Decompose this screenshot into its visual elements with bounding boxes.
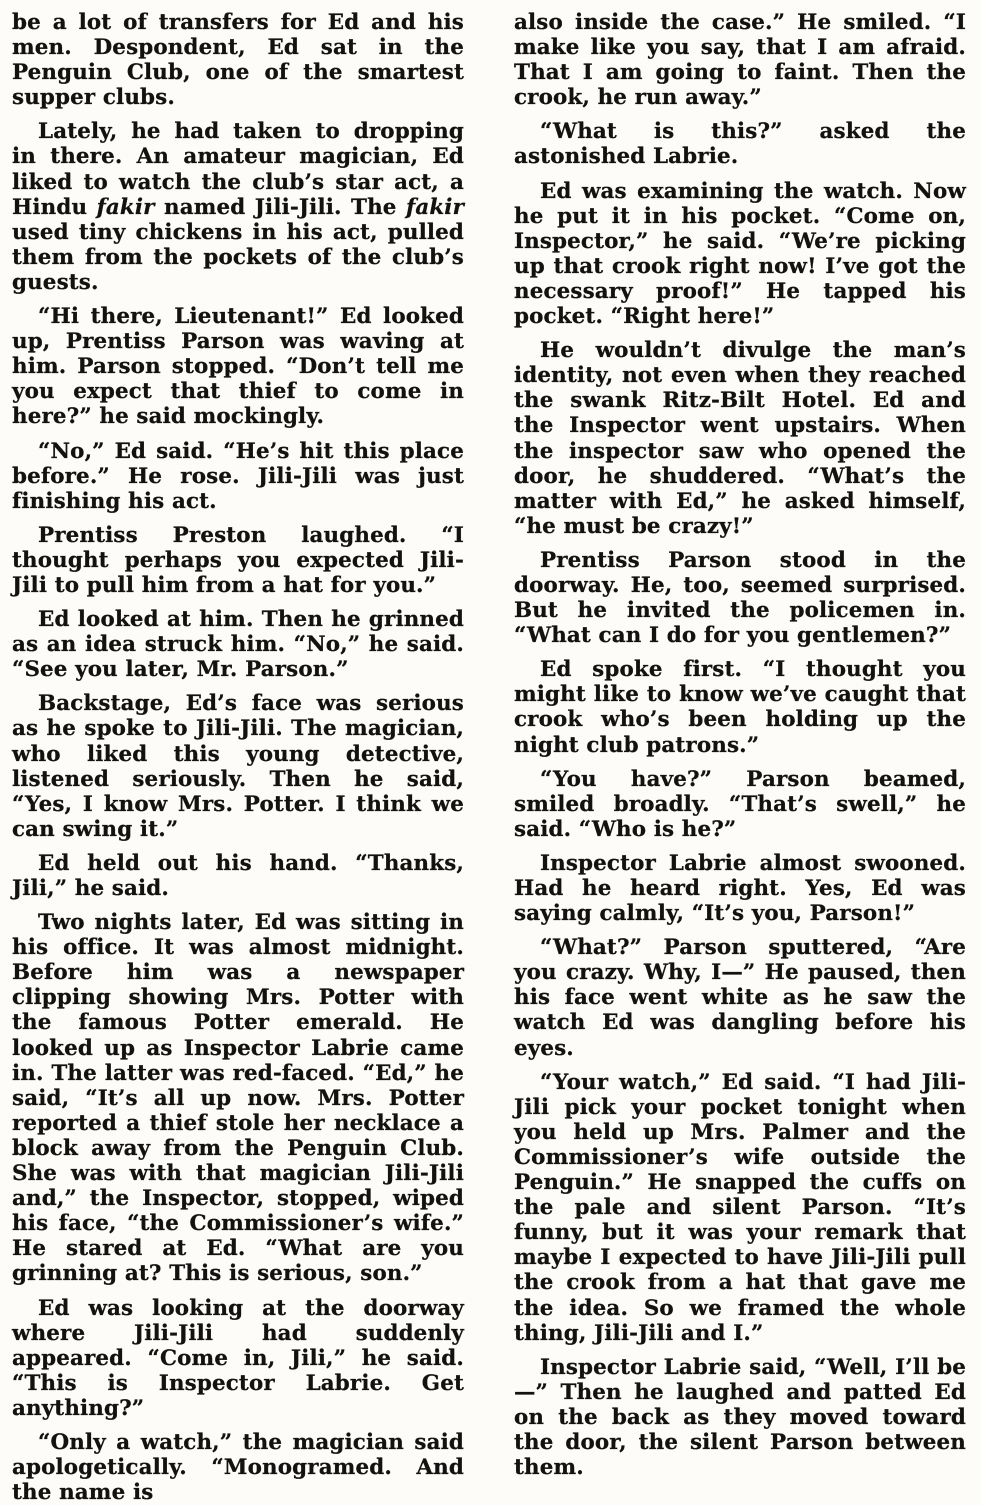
story-paragraph [514,767,966,842]
left-text-column [12,10,464,1505]
story-paragraph [12,910,464,1286]
story-paragraph [514,119,966,169]
story-paragraph [12,1296,464,1421]
story-paragraph [514,1355,966,1480]
story-paragraph [12,304,464,429]
story-paragraph [12,119,464,295]
paragraph-text: He wouldn’t divulge the man’s identity, not even when they reached the swank Ritz-Bilt Hotel. Ed and the Inspector went upstairs. When the inspector saw who opened the door, he shuddered. “What’s the matter with Ed,” he asked himself, “he must be crazy!” [514,338,966,539]
italic-term: fakir [405,194,464,220]
paragraph-text: named Jili-Jili. The [154,194,406,220]
italic-term: fakir [96,194,155,220]
paragraph-text: Ed was looking at the doorway where Jili-Jili had suddenly appeared. “Come in, Jili,” he said. “This is Inspector Labrie. Get anything?” [12,1295,464,1421]
story-paragraph [12,523,464,598]
paragraph-text: also inside the case.” He smiled. “I make like you say, that I am afraid. That I am going to faint. Then the crook, he run away.” [514,10,966,111]
story-paragraph [12,607,464,682]
paragraph-text: “No,” Ed said. “He’s hit this place before.” He rose. Jili-Jili was just finishing his act. [12,438,464,514]
paragraph-text: Backstage, Ed’s face was serious as he spoke to Jili-Jili. The magician, who liked this young detective, listened seriously. Then he said, “Yes, I know Mrs. Potter. I think we can swing it.” [12,691,464,842]
story-paragraph [514,1070,966,1346]
paragraph-text: Inspector Labrie almost swooned. Had he heard right. Yes, Ed was saying calmly, “It’s you, Parson!” [514,850,966,927]
paragraph-text: Two nights later, Ed was sitting in his office. It was almost midnight. Before him was a newspaper clipping showing Mrs. Potter with the famous Potter emerald. He looked up as Inspector Labrie came in. The latter was red-faced. “Ed,” he said, “It’s all up now. Mrs. Potter reported a thief stole her necklace a block away from the Penguin Club. She was with that magician Jili-Jili and,” the Inspector, stopped, wiped his face, “the Commissioner’s wife.” He stared at Ed. “What are you grinning at? This is serious, son.” [12,910,464,1287]
story-paragraph [514,851,966,926]
paragraph-text: “Only a watch,” the magician said apologetically. “Monogramed. And the name is [12,1429,464,1505]
paragraph-text: Ed spoke first. “I thought you might like to know we’ve caught that crook who’s been holding up the night club patrons.” [514,657,966,758]
story-paragraph [12,851,464,901]
story-paragraph [514,338,966,539]
paragraph-text: “You have?” Parson beamed, smiled broadly. “That’s swell,” he said. “Who is he?” [514,766,966,842]
right-text-column [514,10,966,1480]
story-paragraph [12,10,464,110]
story-paragraph [12,1430,464,1505]
paragraph-text: “Your watch,” Ed said. “I had Jili-Jili pick your pocket tonight when you held up Mrs. Palmer and the Commissioner’s wife outside the Penguin.” He snapped the cuffs on the pale and silent Parson. “It’s funny, but it was your remark that maybe I expected to have Jili-Jili pull the crook from a hat that gave me the idea. So we framed the whole thing, Jili-Jili and I.” [514,1069,966,1346]
paragraph-text: be a lot of transfers for Ed and his men. Despondent, Ed sat in the Penguin Club, one of the smartest supper clubs. [12,10,464,111]
story-paragraph [514,935,966,1060]
paragraph-text: Inspector Labrie said, “Well, I’ll be—” Then he laughed and patted Ed on the back as they moved toward the door, the silent Parson between them. [514,1354,966,1481]
paragraph-text: Ed was examining the watch. Now he put it in his pocket. “Come on, Inspector,” he said. “We’re picking up that crook right now! I’ve got the necessary proof!” He tapped his pocket. “Right here!” [514,178,966,330]
paragraph-text: Ed held out his hand. “Thanks, Jili,” he said. [12,850,464,901]
paragraph-text: used tiny chickens in his act, pulled them from the pockets of the club’s guests. [12,219,464,295]
paragraph-text: Prentiss Parson stood in the doorway. He, too, seemed surprised. But he invited the policemen in. “What can I do for you gentlemen?” [514,547,966,649]
paragraph-text: Lately, he had taken to dropping in there. An amateur magician, Ed liked to watch the club’s star act, a Hindu [12,119,464,220]
story-paragraph [12,691,464,842]
paragraph-text: Ed looked at him. Then he grinned as an idea struck him. “No,” he said. “See you later, Mr. Parson.” [12,607,464,683]
paragraph-text: “What?” Parson sputtered, “Are you crazy. Why, I—” He paused, then his face went white as he saw the watch Ed was dangling before his eyes. [514,935,966,1061]
story-paragraph [514,10,966,110]
paragraph-text: “Hi there, Lieutenant!” Ed looked up, Prentiss Parson was waving at him. Parson stopped. “Don’t tell me you expect that thief to come in here?” he said mockingly. [12,304,464,430]
story-paragraph [12,439,464,514]
story-paragraph [514,657,966,757]
story-paragraph [514,548,966,648]
paragraph-text: “What is this?” asked the astonished Labrie. [514,119,966,170]
paragraph-text: Prentiss Preston laughed. “I thought perhaps you expected Jili-Jili to pull him from a hat for you.” [12,522,464,598]
story-paragraph [514,179,966,330]
